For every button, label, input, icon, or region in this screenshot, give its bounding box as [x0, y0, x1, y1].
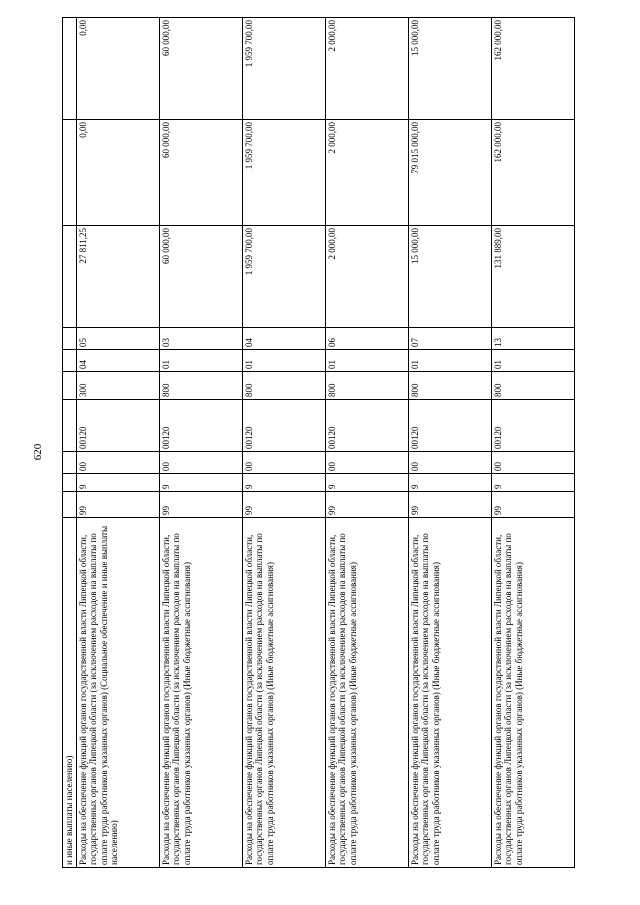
- cell-value-2: 1 959 700,00: [242, 120, 325, 226]
- cell-code-7: 04: [242, 328, 325, 350]
- table-row: [408, 18, 491, 868]
- cell-code-6: 01: [242, 350, 325, 372]
- cell-value-1: 131 889,00: [491, 226, 574, 328]
- cell-code-1: 99: [408, 492, 491, 518]
- cell-value-3: 1 959 700,00: [242, 18, 325, 120]
- cell-value-1: 27 811,25: [76, 226, 159, 328]
- cell-code-5: 800: [325, 372, 408, 400]
- cell-code-2: 9: [408, 474, 491, 492]
- cell-name: Расходы на обеспечение функций органов государственной власти Липецкой области, государственных органов Липецкой области (за исключением расходов на выплаты по оплате труда работников указанных органов) (Иные бюджетные ассигнования): [408, 518, 491, 868]
- cell-code-1: 99: [242, 492, 325, 518]
- cell-name: Расходы на обеспечение функций органов государственной власти Липецкой области, государственных органов Липецкой области (за исключением расходов на выплаты по оплате труда работников указанных органов) (Социальное обеспечение и иные выплаты населению): [76, 518, 159, 868]
- cell-value-1: 1 959 700,00: [242, 226, 325, 328]
- cell-value-1: 15 000,00: [408, 226, 491, 328]
- cell-code-6: 01: [159, 350, 242, 372]
- cell-code-2: 9: [242, 474, 325, 492]
- cell-code-2: 9: [76, 474, 159, 492]
- cell-code-1: 99: [325, 492, 408, 518]
- cell-code-7: 06: [325, 328, 408, 350]
- table-row: [491, 18, 574, 868]
- cell-code-3: 00: [325, 452, 408, 474]
- table-row-continuation: [63, 18, 77, 868]
- cell-continuation-text: и иные выплаты населению): [63, 518, 77, 868]
- cell-code-6: 01: [491, 350, 574, 372]
- table-row: [242, 18, 325, 868]
- cell-code-5: 800: [408, 372, 491, 400]
- page-number: 620: [32, 443, 44, 461]
- cell-code-4: 00120: [408, 400, 491, 452]
- cell-value-2: 79 015 000,00: [408, 120, 491, 226]
- budget-table: [62, 17, 575, 868]
- cell-value-2: 2 000,00: [325, 120, 408, 226]
- cell-code-3: 00: [242, 452, 325, 474]
- rotated-table-area: [62, 20, 572, 868]
- table-row: [76, 18, 159, 868]
- cell-value-1: 2 000,00: [325, 226, 408, 328]
- cell-code-7: 07: [408, 328, 491, 350]
- cell-value-3: 0,00: [76, 18, 159, 120]
- cell-value-3: 162 000,00: [491, 18, 574, 120]
- cell-value-2: 162 000,00: [491, 120, 574, 226]
- cell-code-6: 04: [76, 350, 159, 372]
- cell-code-5: 800: [159, 372, 242, 400]
- cell-code-1: 99: [76, 492, 159, 518]
- cell-code-4: 00120: [491, 400, 574, 452]
- cell-value-3: 60 000,00: [159, 18, 242, 120]
- cell-value-3: 2 000,00: [325, 18, 408, 120]
- cell-code-1: 99: [491, 492, 574, 518]
- cell-code-6: 01: [408, 350, 491, 372]
- cell-code-4: 00120: [159, 400, 242, 452]
- cell-name: Расходы на обеспечение функций органов государственной власти Липецкой области, государственных органов Липецкой области (за исключением расходов на выплаты по оплате труда работников указанных органов) (Иные бюджетные ассигнования): [325, 518, 408, 868]
- table-row: [159, 18, 242, 868]
- cell-code-7: 03: [159, 328, 242, 350]
- cell-code-1: 99: [159, 492, 242, 518]
- cell-code-5: 800: [242, 372, 325, 400]
- cell-code-4: 00120: [76, 400, 159, 452]
- cell-code-2: 9: [325, 474, 408, 492]
- cell-code-6: 01: [325, 350, 408, 372]
- cell-code-5: 800: [491, 372, 574, 400]
- cell-value-3: 15 000,00: [408, 18, 491, 120]
- cell-code-3: 00: [408, 452, 491, 474]
- cell-name: Расходы на обеспечение функций органов государственной власти Липецкой области, государственных органов Липецкой области (за исключением расходов на выплаты по оплате труда работников указанных органов) (Иные бюджетные ассигнования): [491, 518, 574, 868]
- cell-code-4: 00120: [242, 400, 325, 452]
- cell-value-2: 60 000,00: [159, 120, 242, 226]
- cell-value-1: 60 000,00: [159, 226, 242, 328]
- cell-name: Расходы на обеспечение функций органов государственной власти Липецкой области, государственных органов Липецкой области (за исключением расходов на выплаты по оплате труда работников указанных органов) (Иные бюджетные ассигнования): [242, 518, 325, 868]
- cell-code-3: 00: [491, 452, 574, 474]
- cell-code-4: 00120: [325, 400, 408, 452]
- cell-code-2: 9: [491, 474, 574, 492]
- cell-code-3: 00: [76, 452, 159, 474]
- cell-code-2: 9: [159, 474, 242, 492]
- cell-code-7: 13: [491, 328, 574, 350]
- cell-code-3: 00: [159, 452, 242, 474]
- cell-code-7: 05: [76, 328, 159, 350]
- cell-value-2: 0,00: [76, 120, 159, 226]
- table-row: [325, 18, 408, 868]
- cell-code-5: 300: [76, 372, 159, 400]
- rotated-table-container: [62, 20, 572, 868]
- cell-name: Расходы на обеспечение функций органов государственной власти Липецкой области, государственных органов Липецкой области (за исключением расходов на выплаты по оплате труда работников указанных органов) (Иные бюджетные ассигнования): [159, 518, 242, 868]
